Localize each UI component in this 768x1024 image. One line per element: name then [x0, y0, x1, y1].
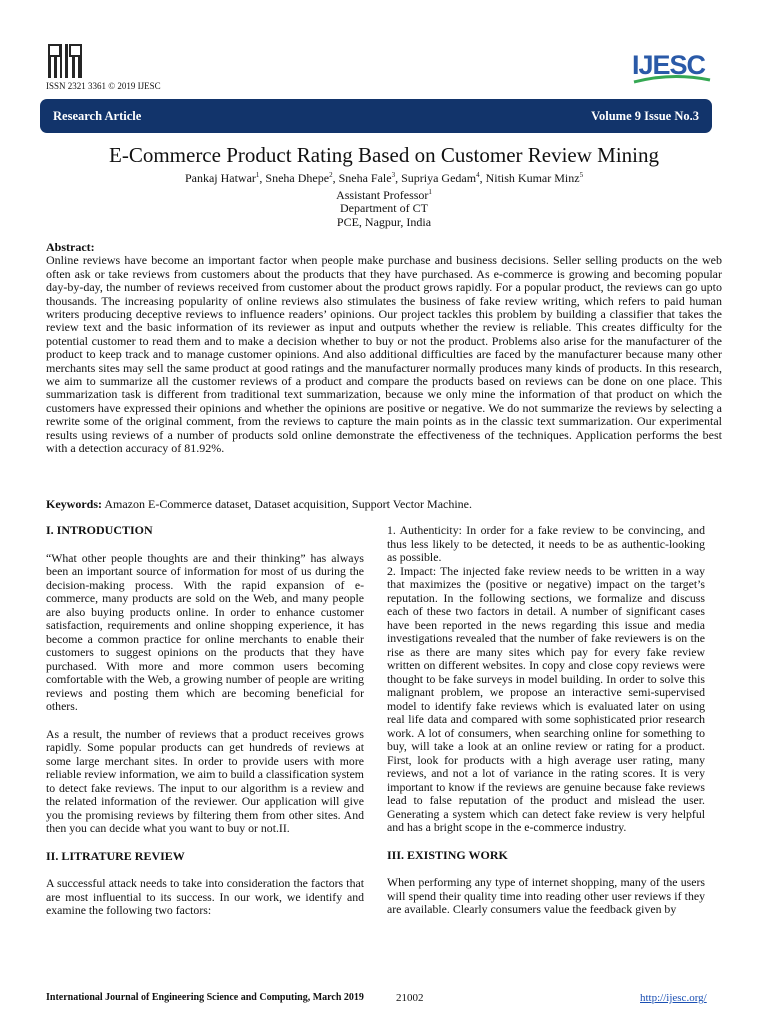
issn-line: ISSN 2321 3361 © 2019 IJESC — [46, 81, 161, 91]
keywords — [46, 497, 722, 512]
department: Department of CT — [340, 201, 428, 215]
section-heading-existing-work: III. EXISTING WORK — [387, 847, 508, 862]
institution: PCE, Nagpur, India — [336, 214, 432, 229]
footer-page-number: 21002 — [396, 992, 424, 1004]
intro-paragraph-1: “What other people thoughts are and their thinking” has always been an important source of information for most of us during the decision-making process. With the rapid expansion of e-commerce, many products are sold on the Web, and many people are also buying products online. In order to enhance customer satisfaction, requirements and online shopping experience, it has become a common practice for online merchants to enable their customers to suggest opinions on the products that they have purchased. With more and more common users becoming comfortable with the Web, a growing number of people are writing reviews and posting them which are becoming beneficial for others. — [46, 550, 364, 713]
logo-text: IJESC — [632, 50, 706, 80]
abstract-text: Online reviews have become an important factor when people make purchase and business decisions. Seller selling products on the web often ask or take reviews from customers about the products that they have purchased. As e-commerce is growing and becoming popular day-by-day, the number of reviews received from customer about the product grows rapidly. For a popular product, the reviews can go upto thousands. The increasing popularity of online reviews also stimulates the business of fake review writing, which refers to paid human writers producing deceptive reviews to influence readers’ opinions. Our project tackles this problem by building a classifier that takes the review text and the basic information of its reviewer as input and outputs whether the review is reliable. This creates difficulty for the potential customer to read them and to make a decision whether to buy or not the product. Problems also arise for the manufacturer of the product to keep track and to manage customer opinions. And also additional difficulties are faced by the manufacturer because many other merchants sites may sell the same product at good ratings and the manufacturer normally produces many kinds of products. In this research, we aim to summarize all the customer reviews of a product and compare the products based on reviews can be done on one place. This summarization task is different from traditional text summarization, because we only mine the information of that product on which the customers have expressed their opinions and whether the opinions are positive or negative. We do not summarize the reviews by selecting a rewrite some of the original comment, from the reviews to capture the main points as in the classic text summarization. Our experimental results using reviews of a number of products sold online demonstrate the effectiveness of the techniques. Application performs the best with a detection accuracy of 81.92%. — [46, 253, 722, 456]
factor-authenticity: 1. Authenticity: In order for a fake review to be convincing, and thus less likely to be detected, it needs to be as authentic-looking as possible. — [387, 523, 705, 564]
abstract-heading: Abstract: — [46, 240, 95, 254]
factor-impact: 2. Impact: The injected fake review needs to be written in a way that maximizes the (positive or negative) impact on the target’s reputation. In the following sections, we formalize and discuss each of these two factors in detail. A number of significant cases have been reported in the news regarding this issue and media investigations revealed that the number of fake reviewers is on the rise as there are many sites which pay for every fake review written on different websites. In copy and close copy reviews were thought to be fake surveys in model building. In order to solve this malignant problem, we propose an interactive semi-supervised model to identify fake reviews which is evaluated later on using real life data and compared with some sophisticated prior research work. A lot of consumers, when searching online for something to buy, will take a look at an online review or rating for a product. First, look for products with a high average user rating, many reviews, and not a lot of variance in the rating scores. It is very important to know if the reviews are genuine because fake reviews lead to false reputation of the product and mislead the user. Generating a system which can detect fake review is very helpful and has a bright scope in the e-commerce industry. — [387, 563, 705, 834]
footer-journal: International Journal of Engineering Science and Computing, March 2019 — [46, 992, 364, 1003]
intro-paragraph-2: As a result, the number of reviews that a product receives grows rapidly. Some popular products can get hundreds of reviews at some large merchant sites. In order to provide users with more reliable review information, we aim to build a classification system to detect fake reviews. The input to our algorithm is a review and the related information of the reviewer. Our application will give you the promising reviews by filtering them from other sites. And then you can decide what you want to buy or not.II. — [46, 726, 364, 835]
article-type: Research Article — [53, 109, 142, 123]
keywords-text: Amazon E-Commerce dataset, Dataset acquisition, Support Vector Machine. — [102, 497, 473, 511]
right-column — [387, 524, 705, 931]
paper-title: E-Commerce Product Rating Based on Customer Review Mining — [109, 143, 659, 167]
article-banner — [40, 99, 712, 133]
author-block — [0, 169, 768, 229]
author-name: Supriya Gedam — [401, 171, 477, 185]
author-list: Pankaj Hatwar$^1$, Sneha Dhepe$^2$, Sneha Fale$^3$, Supriya Gedam$^4$, Nitish Kumar Minz$^5$ — [184, 171, 584, 185]
volume-issue: Volume 9 Issue No.3 — [591, 109, 699, 123]
literature-paragraph-1: A successful attack needs to take into consideration the factors that are most influential to its success. In our work, we identify and examine the following two factors: — [46, 876, 364, 917]
section-heading-introduction: I. INTRODUCTION — [46, 523, 153, 537]
author-name: Nitish Kumar Minz — [485, 171, 580, 185]
author-name: Pankaj Hatwar — [184, 171, 256, 185]
keywords-label: Keywords: — [46, 497, 102, 511]
abstract — [46, 241, 722, 456]
journal-logo — [632, 50, 714, 86]
author-name: Sneha Fale — [338, 171, 392, 185]
author-name: Sneha Dhepe — [265, 171, 330, 185]
left-column — [46, 524, 364, 932]
qr-code-icon — [48, 44, 82, 78]
footer-url-link[interactable]: http://ijesc.org/ — [640, 992, 707, 1004]
author-role: Assistant Professor$^1$ — [336, 187, 432, 202]
existing-work-paragraph-1: When performing any type of internet shopping, many of the users will spend their quality time into reading other user reviews if they are available. Clearly consumers value the feedback given by — [387, 875, 705, 916]
section-heading-literature-review: II. LITRATURE REVIEW — [46, 848, 185, 863]
logo-swoosh-icon — [632, 74, 712, 86]
